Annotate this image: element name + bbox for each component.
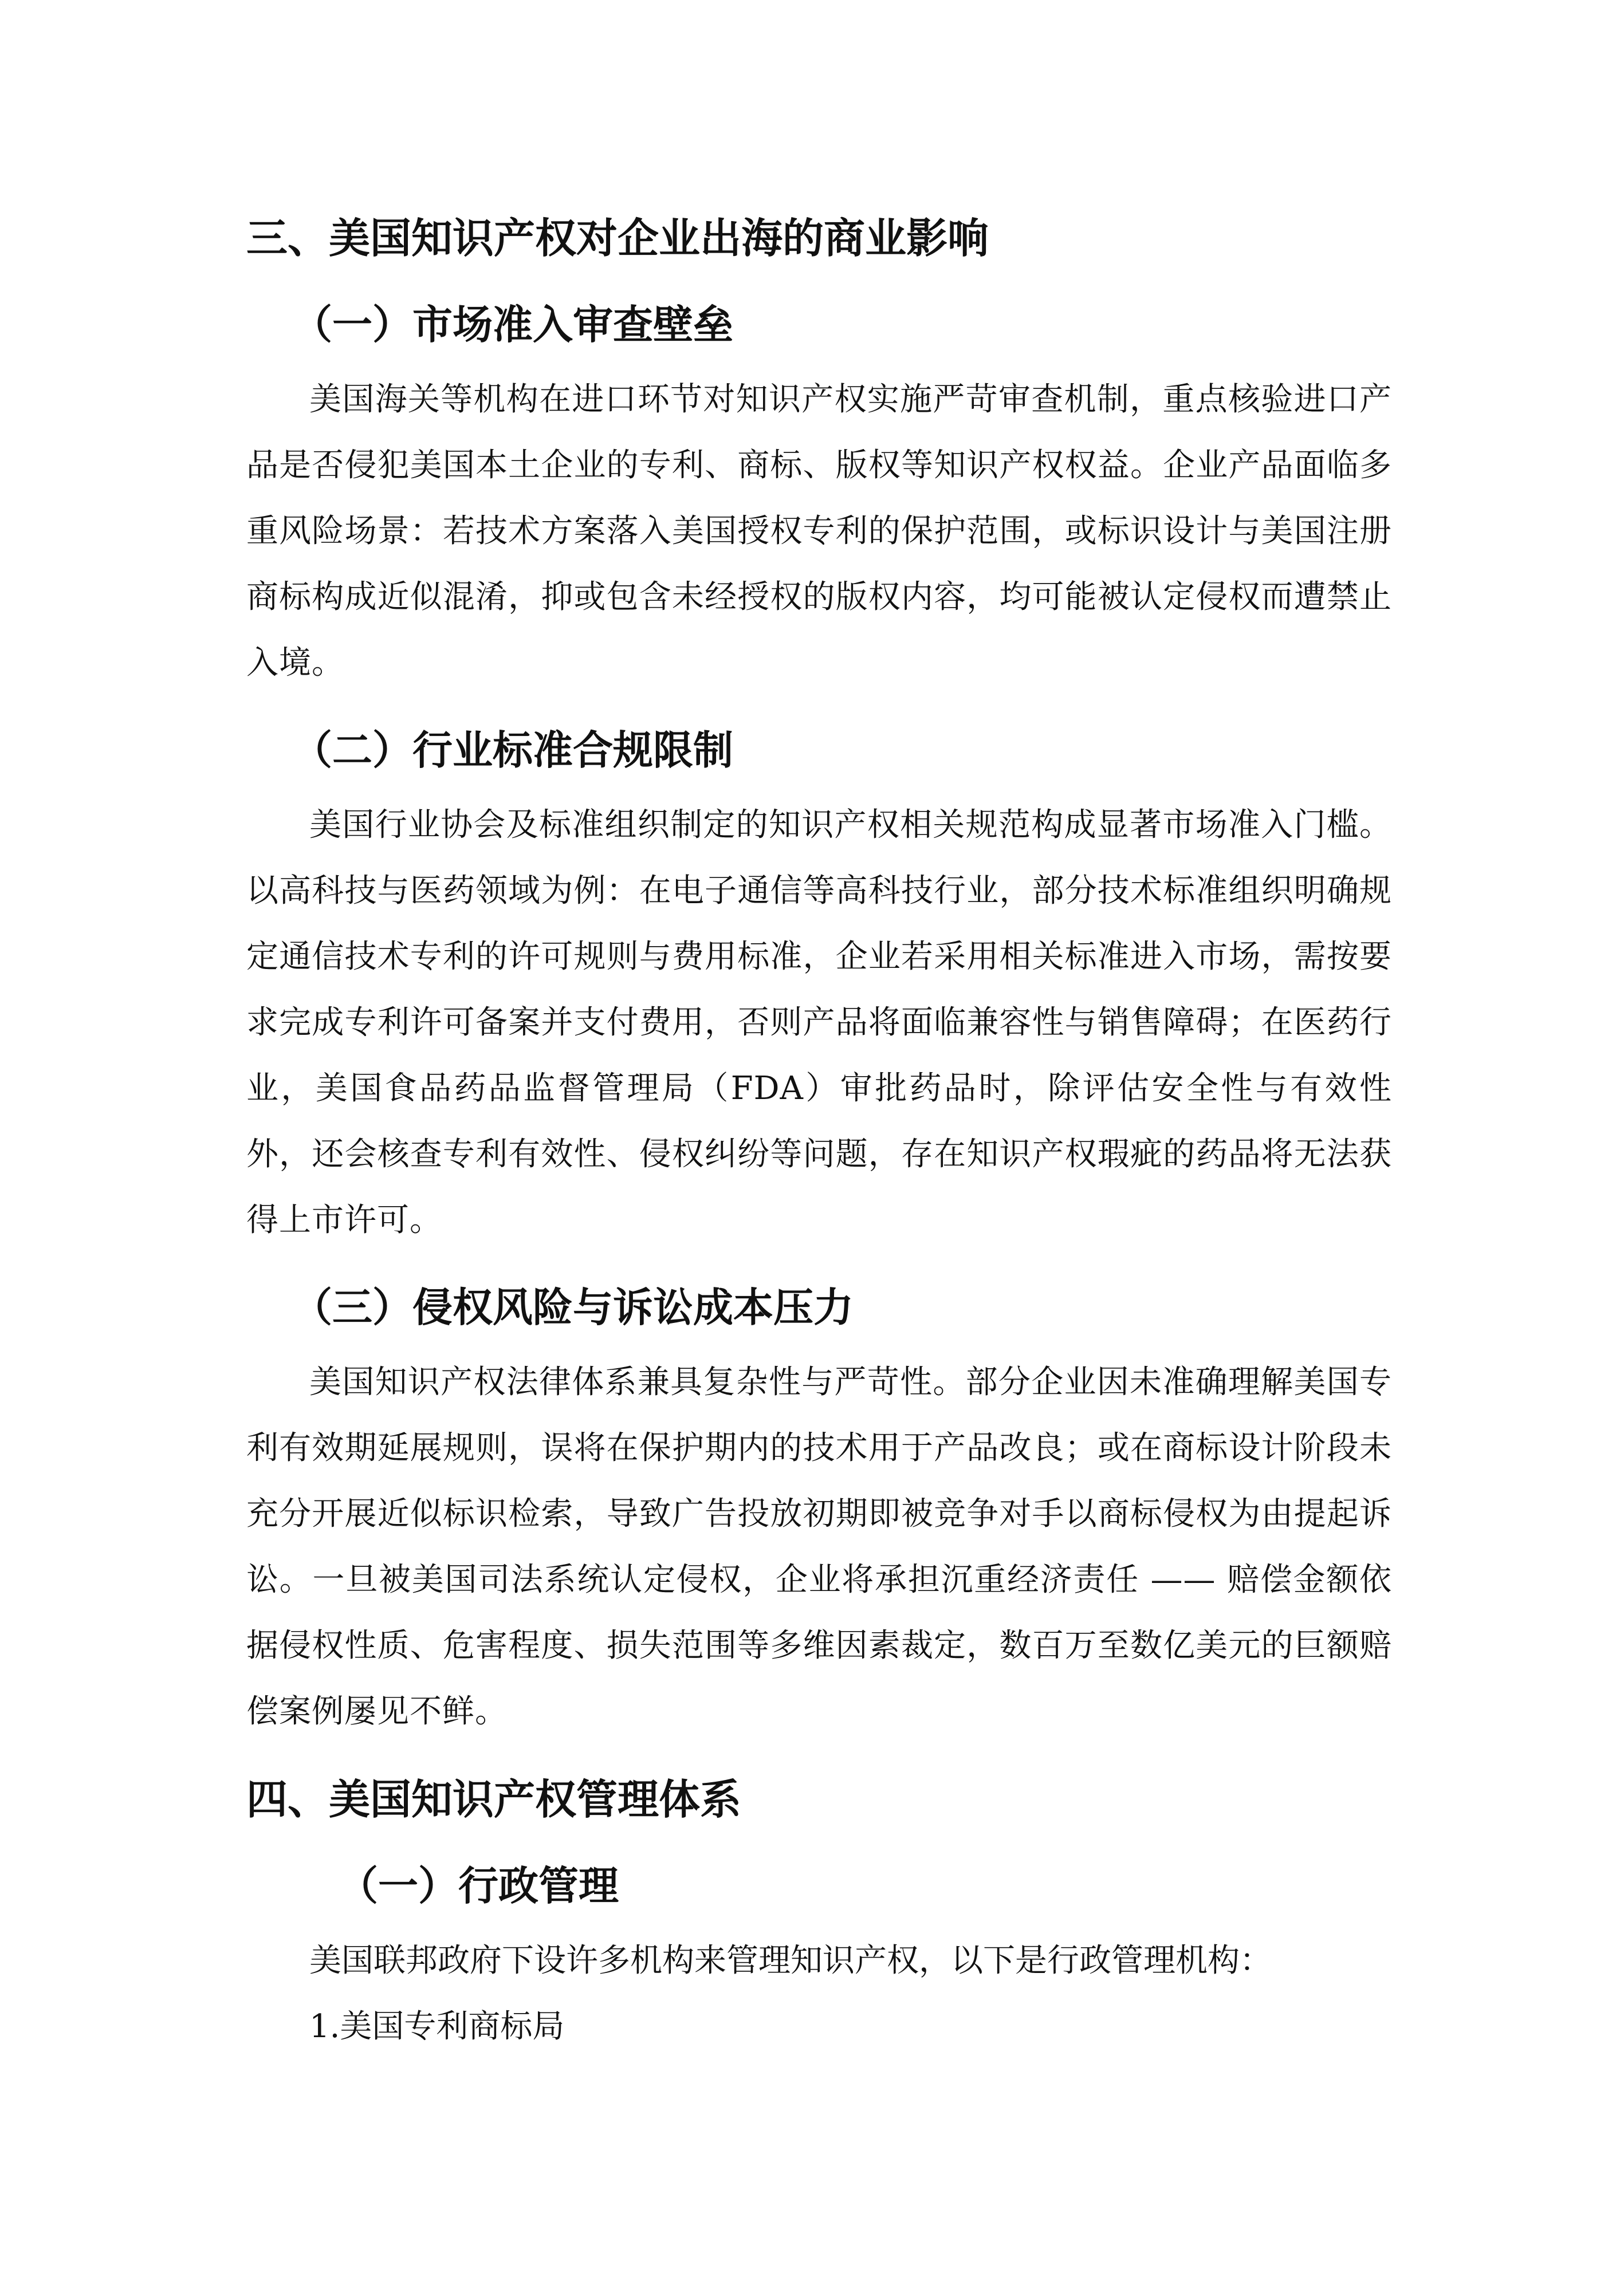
section-3-3-title: （三）侵权风险与诉讼成本压力 — [292, 1284, 854, 1331]
section-3-3-body: 美国知识产权法律体系兼具复杂性与严苛性。部分企业因未准确理解美国专利有效期延展规则，误将在保护期内的技术用于产品改良；或在商标设计阶段未充分开展近似标识检索，导致广告投放初期即被竞争对手以商标侵权为由提起诉讼。一旦被美国司法系统认定侵权，企业将承担沉重经济责任 —— 赔偿金额依据侵权性质、危害程度、损失范围等多维因素裁定，数百万至数亿美元的巨额赔偿案例屡见不鲜。 — [246, 1364, 1392, 1730]
section-4-title: 四、美国知识产权管理体系 — [246, 1775, 742, 1824]
section-3-2-body: 美国行业协会及标准组织制定的知识产权相关规范构成显著市场准入门槛。以高科技与医药领域为例：在电子通信等高科技行业，部分技术标准组织明确规定通信技术专利的许可规则与费用标准，企业若采用相关标准进入市场，需按要求完成专利许可备案并支付费用，否则产品将面临兼容性与销售障碍；在医药行业，美国食品药品监督管理局（FDA）审批药品时，除评估安全性与有效性外，还会核查专利有效性、侵权纠纷等问题，存在知识产权瑕疵的药品将无法获得上市许可。 — [246, 806, 1392, 1239]
section-3-2-title: （二）行业标准合规限制 — [292, 727, 733, 774]
section-3-1-title: （一）市场准入审查壁垒 — [292, 301, 733, 348]
section-4-1-item-1: 1.美国专利商标局 — [309, 2008, 565, 2045]
section-4-1-title: （一）行政管理 — [338, 1862, 619, 1909]
section-3-1-body: 美国海关等机构在进口环节对知识产权实施严苛审查机制，重点核验进口产品是否侵犯美国本土企业的专利、商标、版权等知识产权权益。企业产品面临多重风险场景：若技术方案落入美国授权专利的保护范围，或标识设计与美国注册商标构成近似混淆，抑或包含未经授权的版权内容，均可能被认定侵权而遭禁止入境。 — [246, 381, 1392, 682]
section-4-1-intro: 美国联邦政府下设许多机构来管理知识产权，以下是行政管理机构： — [309, 1942, 1272, 1979]
section-3-title: 三、美国知识产权对企业出海的商业影响 — [246, 214, 989, 262]
document-content — [246, 206, 1392, 2059]
